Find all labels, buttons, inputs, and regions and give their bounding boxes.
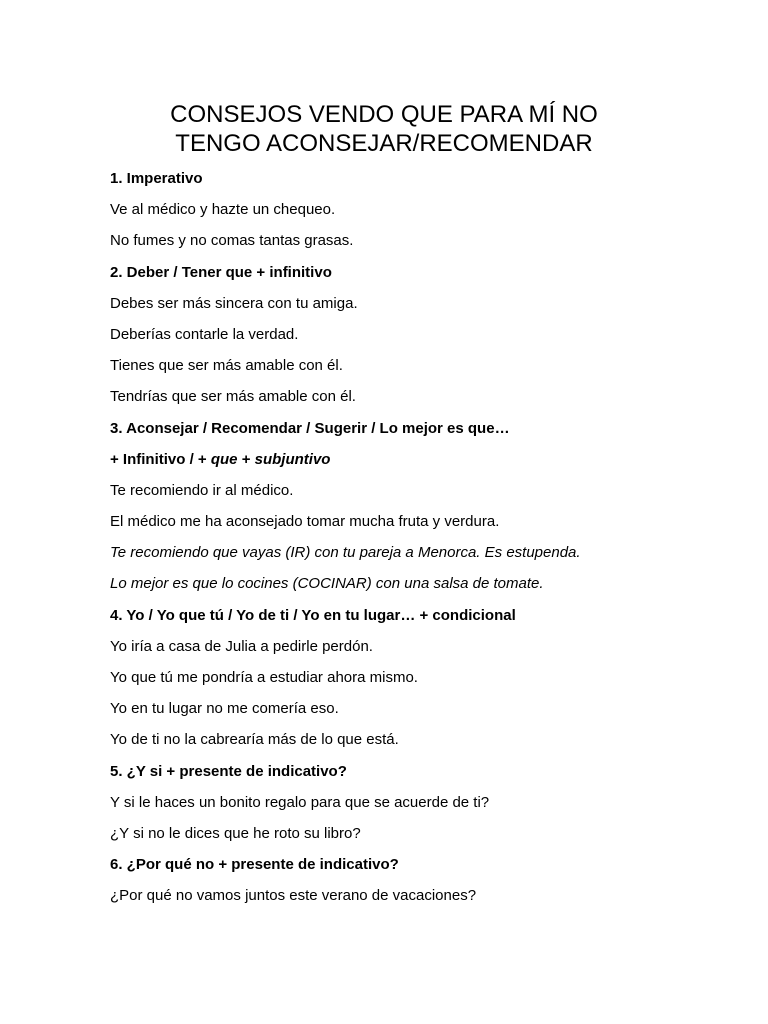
- section-heading-y-si: 5. ¿Y si + presente de indicativo?: [110, 762, 347, 780]
- title-line-1: CONSEJOS VENDO QUE PARA MÍ NO: [170, 101, 598, 128]
- example-line: Tienes que ser más amable con él.: [110, 357, 343, 375]
- example-line: Yo en tu lugar no me comería eso.: [110, 700, 339, 718]
- subheading-part: + Infinitivo / +: [110, 450, 211, 468]
- example-line: Yo que tú me pondría a estudiar ahora mismo.: [110, 669, 418, 686]
- example-line: ¿Por qué no vamos juntos este verano de vacaciones?: [110, 887, 477, 905]
- example-line: Yo de ti no la cabrearía más de lo que está.: [110, 731, 399, 749]
- subheading-part: +: [237, 450, 255, 468]
- example-line: No fumes y no comas tantas grasas.: [110, 232, 354, 250]
- section-heading-yo-condicional: 4. Yo / Yo que tú / Yo de ti / Yo en tu lugar… + condicional: [110, 606, 516, 624]
- example-line-italic: Lo mejor es que lo cocines (COCINAR) con una salsa de tomate.: [110, 575, 544, 593]
- example-line: Tendrías que ser más amable con él.: [110, 388, 356, 406]
- example-line: ¿Y si no le dices que he roto su libro?: [110, 824, 361, 842]
- example-line: Ve al médico y hazte un chequeo.: [110, 201, 336, 219]
- document-body: [110, 170, 730, 919]
- example-line: Te recomiendo ir al médico.: [110, 481, 294, 499]
- section-heading-aconsejar: 3. Aconsejar / Recomendar / Sugerir / Lo mejor es que…: [110, 419, 510, 437]
- example-line: Yo iría a casa de Julia a pedirle perdón.: [110, 637, 373, 655]
- subheading-part-italic: subjuntivo: [254, 450, 331, 468]
- section-heading-por-que-no: 6. ¿Por qué no + presente de indicativo?: [110, 856, 399, 874]
- section-heading-imperativo: 1. Imperativo: [110, 170, 203, 187]
- section-heading-deber-tener: 2. Deber / Tener que + infinitivo: [110, 263, 332, 281]
- example-line-italic: Te recomiendo que vayas (IR) con tu pareja a Menorca. Es estupenda.: [110, 544, 581, 562]
- title-line-2: TENGO ACONSEJAR/RECOMENDAR: [175, 130, 593, 157]
- section-subheading-infinitivo-subjuntivo: [110, 451, 730, 469]
- subheading-part-italic: que: [210, 450, 238, 468]
- example-line: Deberías contarle la verdad.: [110, 325, 299, 343]
- example-line: Debes ser más sincera con tu amiga.: [110, 294, 358, 312]
- example-line: El médico me ha aconsejado tomar mucha fruta y verdura.: [110, 513, 500, 531]
- document-title: [0, 100, 768, 158]
- example-line: Y si le haces un bonito regalo para que se acuerde de ti?: [110, 793, 490, 811]
